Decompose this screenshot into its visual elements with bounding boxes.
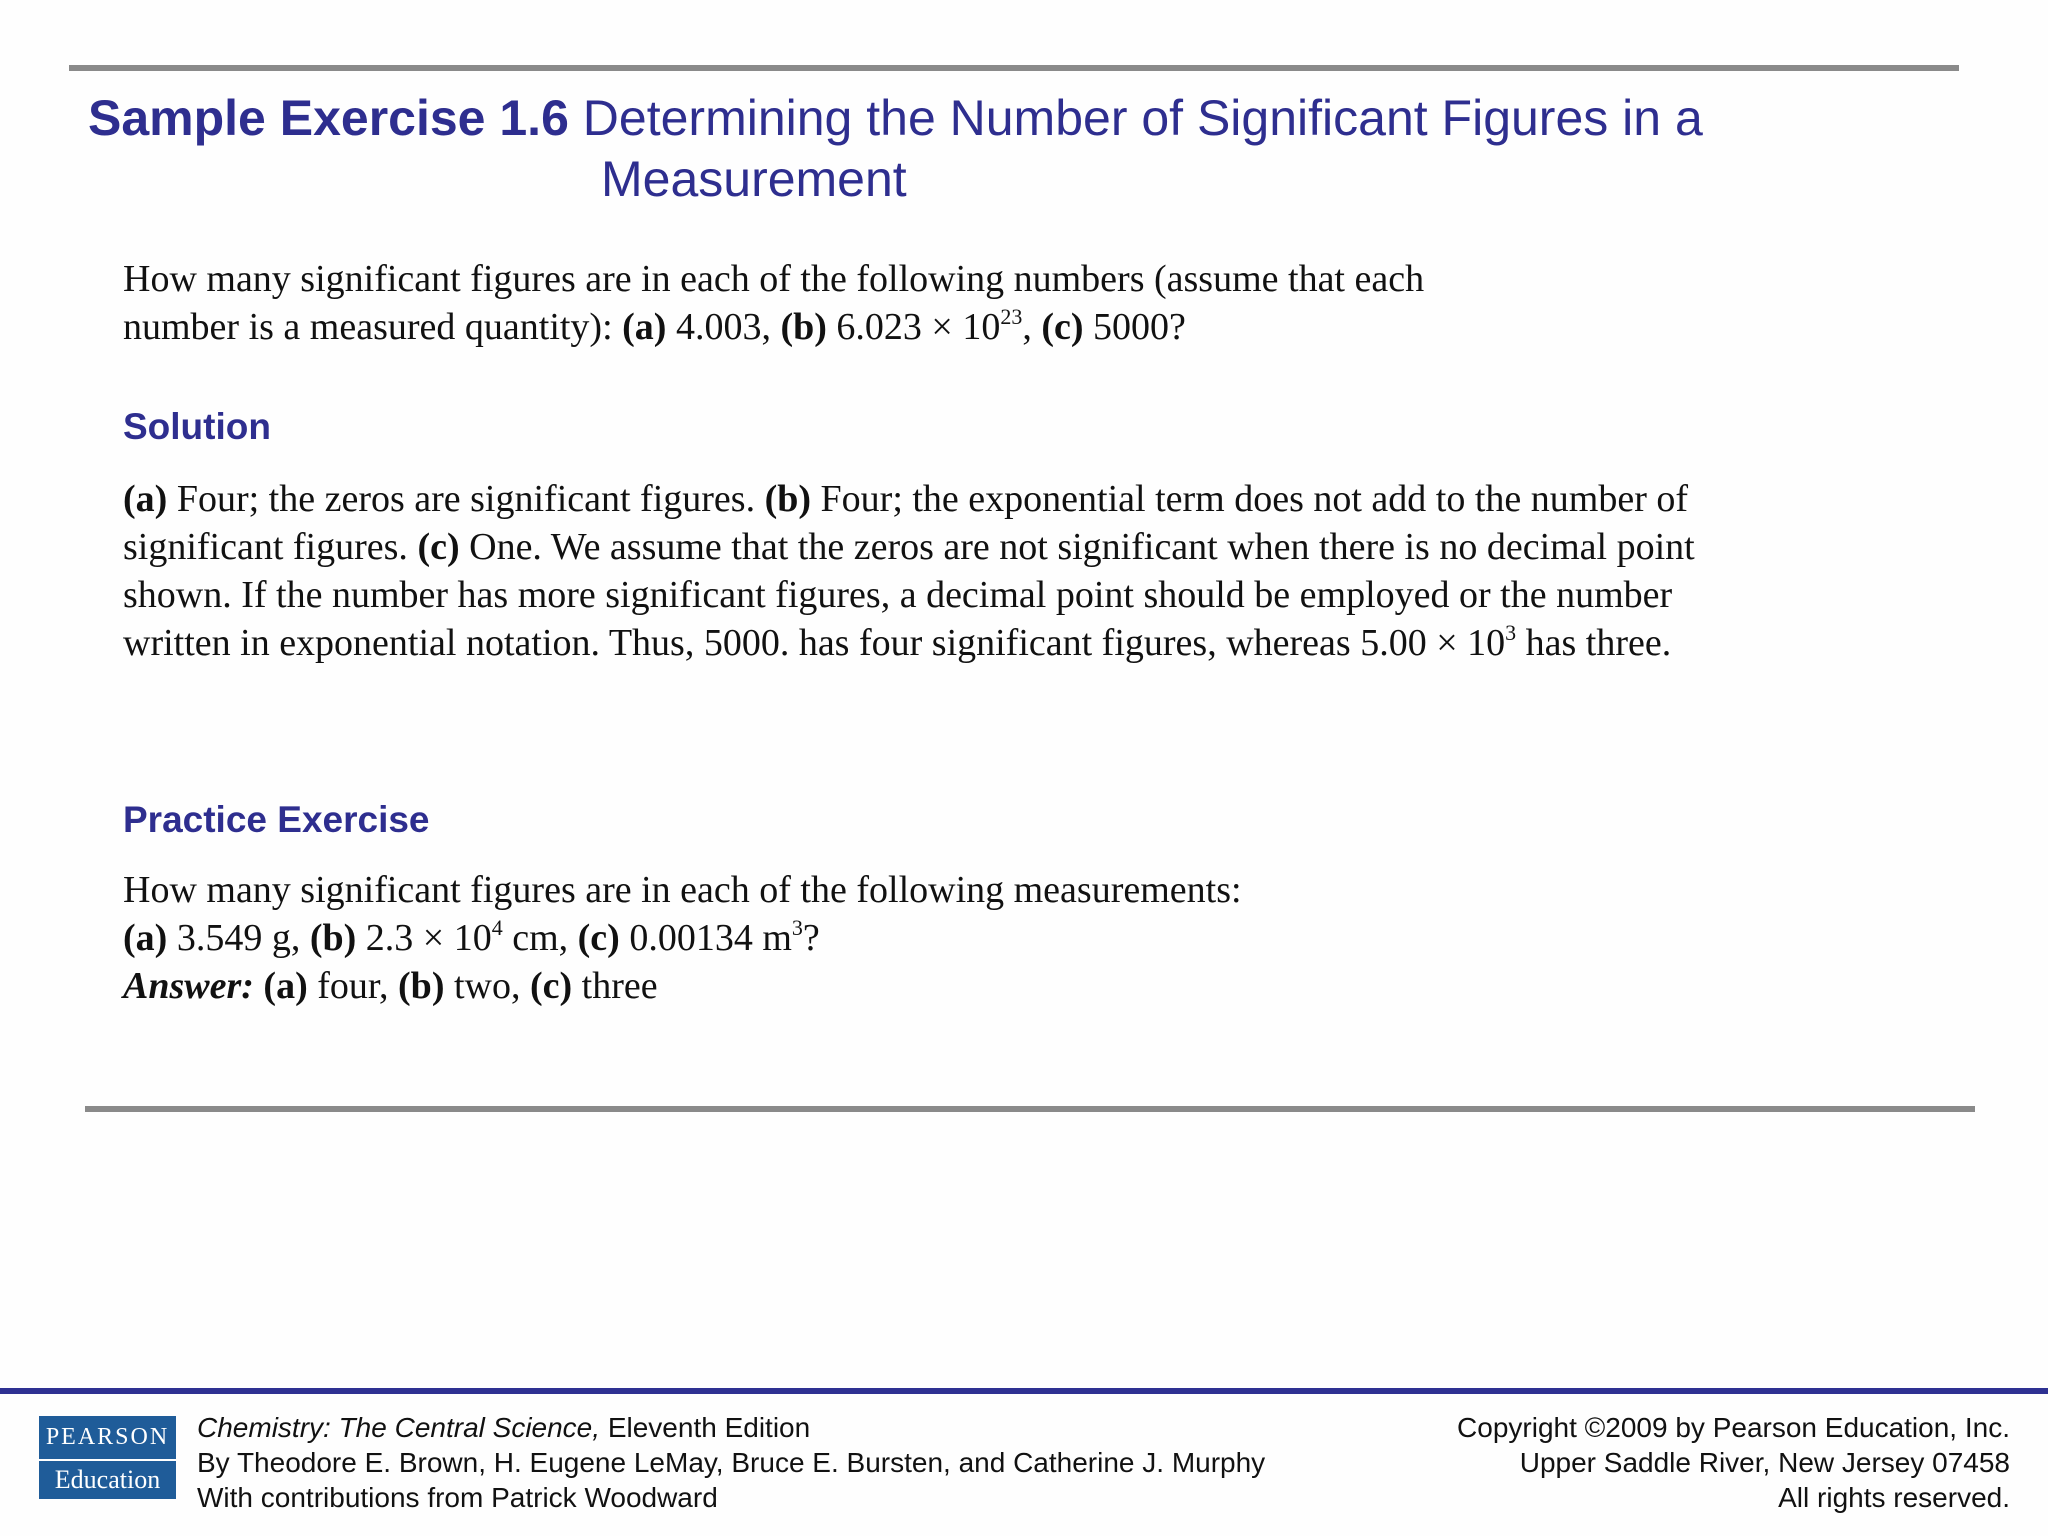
practice-a-text: 3.549 g,	[167, 917, 310, 959]
answer-c-label: (c)	[529, 965, 573, 1007]
solution-a-label: (a)	[123, 478, 168, 520]
footer-address: Upper Saddle River, New Jersey 07458	[1519, 1447, 2010, 1478]
solution-c-text: One. We assume that the zeros are not significant when there is no decimal point	[459, 526, 1695, 568]
question-line-1: How many significant figures are in each of the following numbers (assume that each	[123, 258, 1425, 300]
answer-a-text: four,	[307, 965, 399, 1007]
solution-b-label: (b)	[764, 478, 812, 520]
question-b-after: ,	[1022, 306, 1042, 348]
footer-contributions: With contributions from Patrick Woodward	[197, 1482, 718, 1513]
solution-heading: Solution	[123, 406, 271, 447]
practice-b-after: cm,	[502, 917, 578, 959]
title-text-line2: Measurement	[601, 151, 907, 207]
solution-c-label: (c)	[417, 526, 460, 568]
practice-heading: Practice Exercise	[123, 799, 430, 840]
footer-copyright	[1457, 1410, 2010, 1515]
question-c-label: (c)	[1041, 306, 1084, 348]
question-b-text: 6.023 × 10	[826, 306, 1001, 348]
practice-b-label: (b)	[309, 917, 357, 959]
title-exercise-number: Sample Exercise 1.6	[88, 90, 569, 146]
question-b-label: (b)	[780, 306, 827, 348]
practice-b-exponent: 4	[491, 915, 503, 940]
question-a-label: (a)	[622, 306, 667, 348]
logo-bottom-text: Education	[54, 1465, 161, 1494]
footer-rights: All rights reserved.	[1778, 1482, 2010, 1513]
question-a-text: 4.003,	[666, 306, 781, 348]
top-divider	[69, 65, 1959, 71]
title-text-line1: Determining the Number of Significant Figures in a	[582, 90, 1703, 146]
question-b-exponent: 23	[1000, 304, 1023, 329]
solution-line-4	[123, 619, 1671, 667]
bottom-divider	[85, 1106, 1975, 1112]
practice-b-text: 2.3 × 10	[356, 917, 492, 959]
solution-exponent: 3	[1505, 620, 1517, 645]
question-line-2	[123, 303, 1186, 351]
pearson-logo	[39, 1416, 176, 1499]
footer-book-title: Chemistry: The Central Science,	[197, 1412, 601, 1443]
footer-citation	[197, 1410, 1265, 1515]
footer-copyright-line: Copyright ©2009 by Pearson Education, Inc.	[1457, 1412, 2010, 1443]
answer-a-label: (a)	[263, 965, 308, 1007]
footer-rule	[0, 1388, 2048, 1394]
solution-line-2	[123, 523, 1695, 571]
practice-c-label: (c)	[577, 917, 620, 959]
practice-c-after: ?	[802, 917, 820, 959]
solution-a-text: Four; the zeros are significant figures.	[167, 478, 765, 520]
answer-label: Answer:	[123, 965, 254, 1007]
practice-line-1: How many significant figures are in each of the following measurements:	[123, 869, 1242, 911]
practice-answer-line	[123, 962, 658, 1010]
footer-edition: Eleventh Edition	[600, 1412, 811, 1443]
solution-line-1	[123, 475, 1688, 523]
practice-c-text: 0.00134 m	[619, 917, 792, 959]
answer-c-text: three	[572, 965, 658, 1007]
solution-line2-start: significant figures.	[123, 526, 418, 568]
answer-b-label: (b)	[398, 965, 445, 1007]
footer-book-line	[197, 1410, 1265, 1445]
footer-authors: By Theodore E. Brown, H. Eugene LeMay, Bruce E. Bursten, and Catherine J. Murphy	[197, 1447, 1266, 1478]
solution-line4-end: has three.	[1516, 622, 1672, 664]
question-c-text: 5000?	[1083, 306, 1186, 348]
solution-line4-start: written in exponential notation. Thus, 5000. has four significant figures, whereas 5.00 × 10	[123, 622, 1506, 664]
solution-b-text: Four; the exponential term does not add to the number of	[811, 478, 1688, 520]
question-line2-start: number is a measured quantity):	[123, 306, 623, 348]
solution-line-3: shown. If the number has more significant figures, a decimal point should be employed or the number	[123, 574, 1673, 616]
practice-line-2	[123, 914, 820, 962]
page-title	[88, 88, 1988, 210]
answer-b-text: two,	[444, 965, 530, 1007]
practice-a-label: (a)	[123, 917, 168, 959]
logo-top-text: PEARSON	[45, 1424, 170, 1450]
practice-c-exponent: 3	[791, 915, 803, 940]
